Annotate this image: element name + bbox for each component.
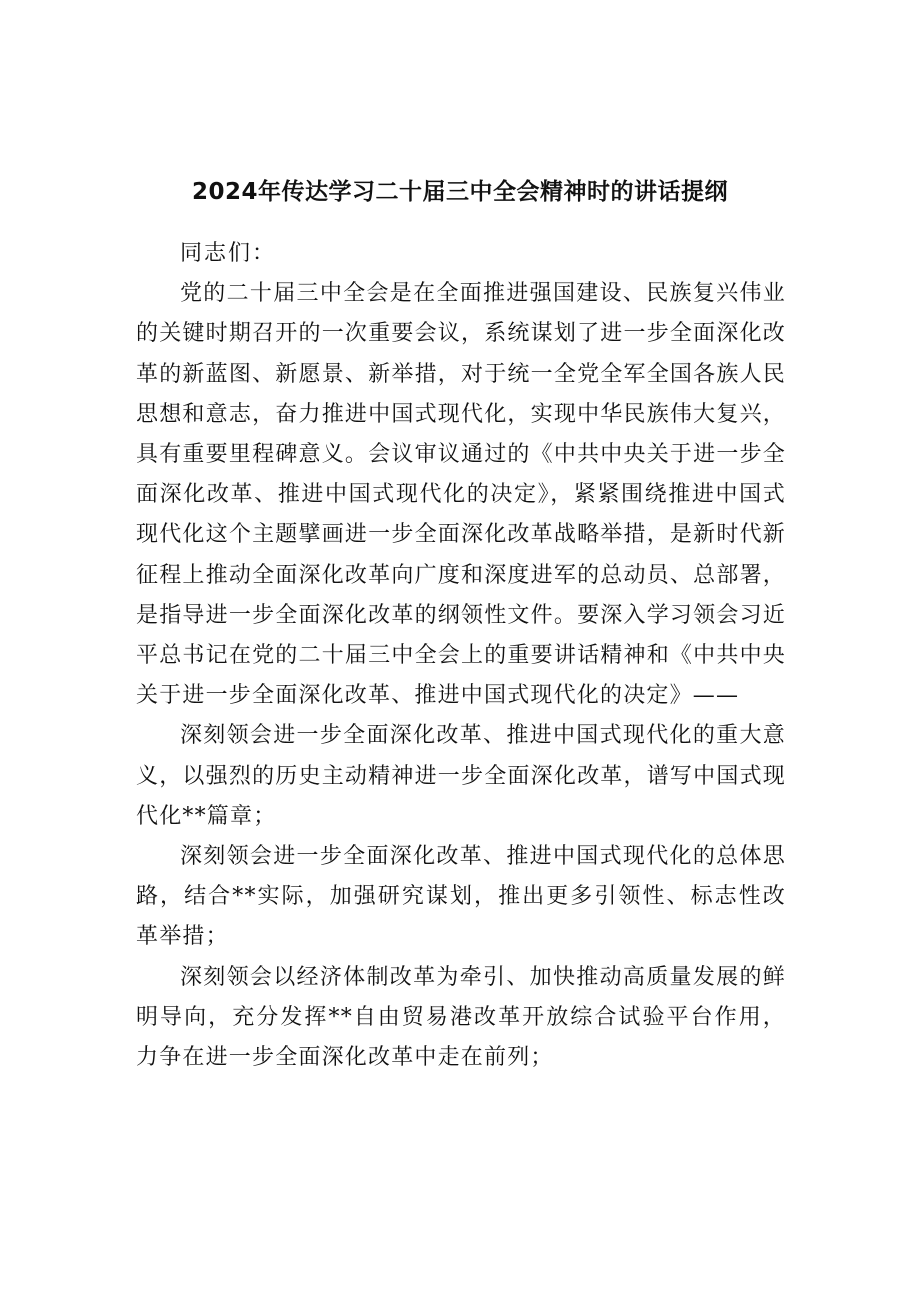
document-body (136, 234, 786, 1078)
paragraph-intro: 党的二十届三中全会是在全面推进强国建设、民族复兴伟业的关键时期召开的一次重要会议，系统谋划了进一步全面深化改革的新蓝图、新愿景、新举措，对于统一全党全军全国各族人民思想和意志，奋力推进中国式现代化，实现中华民族伟大复兴，具有重要里程碑意义。会议审议通过的《中共中央关于进一步全面深化改革、推进中国式现代化的决定》，紧紧围绕推进中国式现代化这个主题擘画进一步全面深化改革战略举措，是新时代新征程上推动全面深化改革向广度和深度进军的总动员、总部署，是指导进一步全面深化改革的纲领性文件。要深入学习领会习近平总书记在党的二十届三中全会上的重要讲话精神和《中共中央关于进一步全面深化改革、推进中国式现代化的决定》—— (136, 281, 786, 709)
paragraph-point-2: 深刻领会进一步全面深化改革、推进中国式现代化的总体思路，结合**实际，加强研究谋划，推出更多引领性、标志性改革举措； (136, 844, 786, 950)
paragraph-point-1: 深刻领会进一步全面深化改革、推进中国式现代化的重大意义，以强烈的历史主动精神进一步全面深化改革，谱写中国式现代化**篇章； (136, 723, 786, 829)
document-title: 2024年传达学习二十届三中全会精神时的讲话提纲 (191, 179, 728, 205)
salutation: 同志们： (180, 241, 277, 266)
paragraph-point-3: 深刻领会以经济体制改革为牵引、加快推动高质量发展的鲜明导向，充分发挥**自由贸易港改革开放综合试验平台作用，力争在进一步全面深化改革中走在前列； (136, 964, 786, 1071)
